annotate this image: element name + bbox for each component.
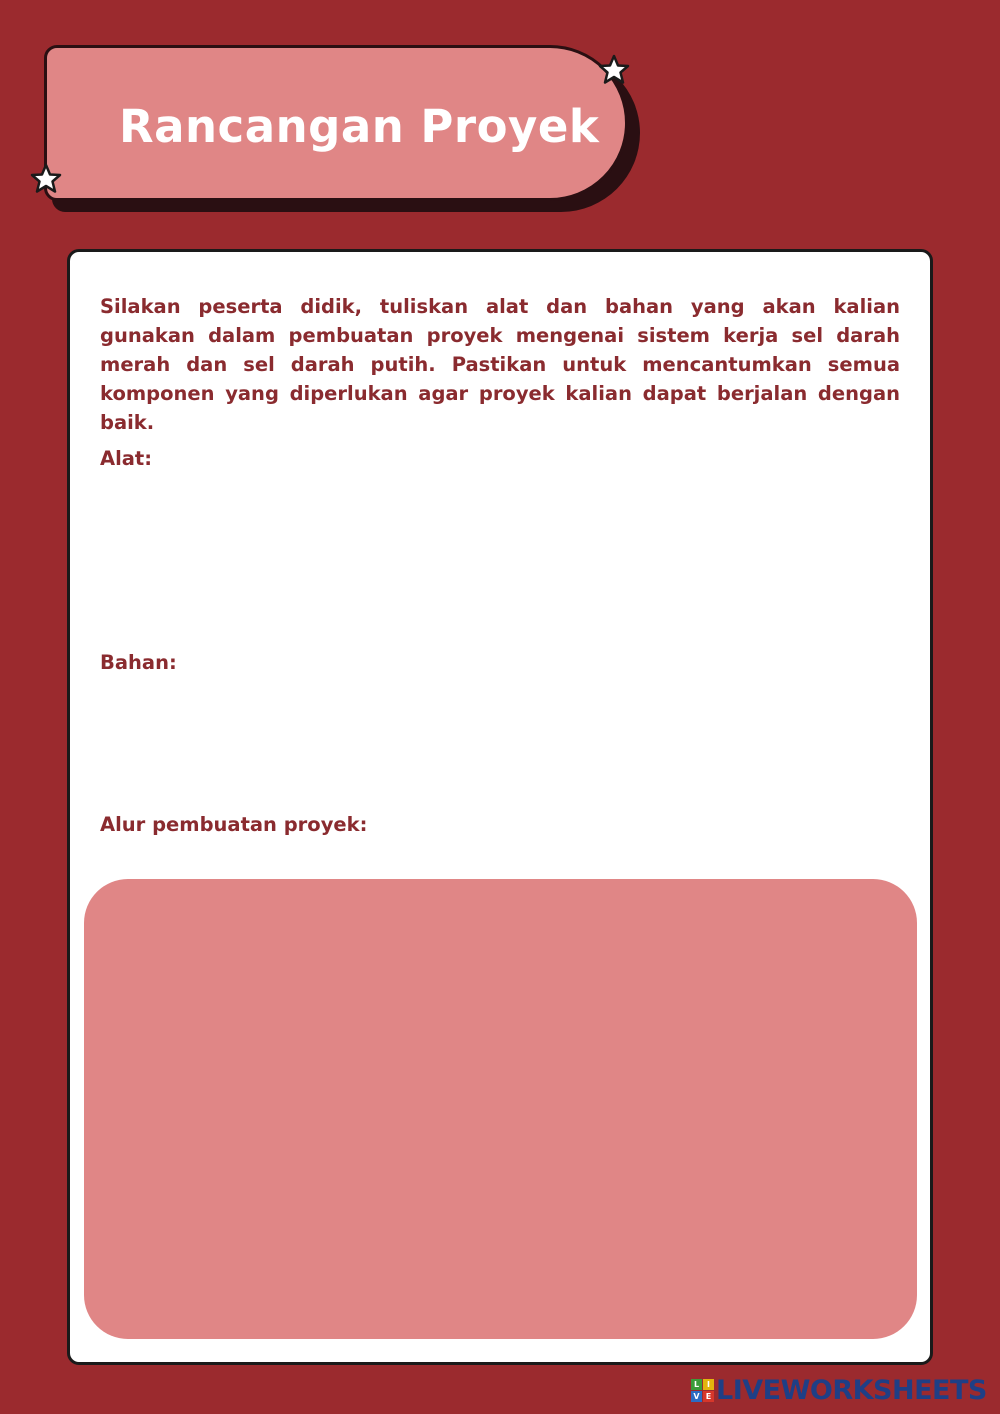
page-title: Rancangan Proyek (119, 100, 600, 153)
bahan-label: Bahan: (100, 651, 177, 674)
logo-letter: I (703, 1379, 714, 1390)
star-icon (597, 53, 631, 87)
alur-label: Alur pembuatan proyek: (100, 813, 368, 836)
logo-grid-icon (691, 1379, 714, 1402)
liveworksheets-logo (691, 1373, 987, 1407)
star-icon (29, 162, 63, 196)
logo-letter: L (691, 1379, 702, 1390)
logo-letter: V (691, 1391, 702, 1402)
alat-label: Alat: (100, 447, 153, 470)
alur-answer-area[interactable] (84, 879, 917, 1339)
logo-letter: E (703, 1391, 714, 1402)
logo-text: LIVEWORKSHEETS (716, 1374, 987, 1406)
title-banner (44, 45, 628, 201)
instruction-text: Silakan peserta didik, tuliskan alat dan bahan yang akan kalian gunakan dalam pembuatan proyek mengenai sistem kerja sel darah merah dan sel darah putih. Pastikan untuk mencantumkan semua komponen yang diperlukan agar proyek kalian dapat berjalan dengan baik. (100, 295, 900, 434)
worksheet-card (67, 249, 933, 1365)
